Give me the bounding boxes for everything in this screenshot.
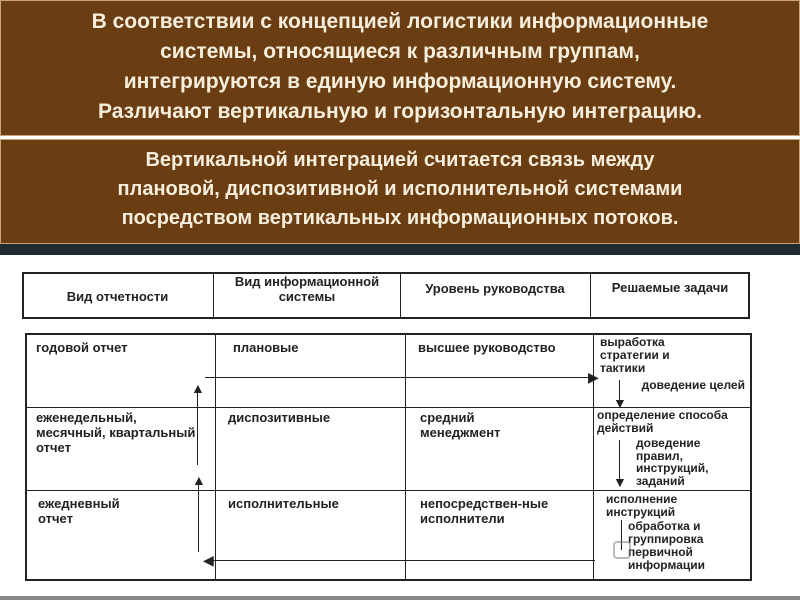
cell-level: непосредствен-ные исполнители [420,496,549,526]
header-management-level: Уровень руководства [425,281,565,296]
cell-system: диспозитивные [228,410,331,425]
header-system-type: Вид информационной системы [234,274,380,304]
cell-flow: доведение целей [641,378,745,392]
divider-band [0,244,800,255]
cell-system: плановые [233,340,299,355]
arrow-up-icon: ▲ [192,472,206,488]
flow-line-down [205,377,595,378]
arrow-down-icon: ▼ [613,474,627,490]
definition-line: плановой, диспозитивной и исполнительной системами [117,178,683,200]
divider [405,333,406,581]
cell-level: высшее руководство [418,340,556,355]
upward-flow-line [198,482,199,552]
divider [213,272,214,319]
intro-line: системы, относящиеся к различным группам, [160,40,640,63]
intro-line: интегрируются в единую информационную систему. [123,70,677,93]
cell-task: определение способа действий [597,408,728,435]
intro-line: Различают вертикальную и горизонтальную интеграцию. [97,100,703,123]
definition-line: посредством вертикальных информационных потоков. [121,207,679,229]
divider [400,272,401,319]
arrow-right-icon: ▶ [588,369,599,385]
cell-flow: доведение правил, инструкций, заданий [636,436,709,488]
downward-flow-line [621,520,622,550]
cell-report: ежедневный отчет [38,496,120,526]
flow-line-up [208,560,595,561]
cell-report: годовой отчет [36,340,128,355]
divider [215,333,216,581]
arrow-left-icon: ◀ [203,552,214,568]
header-tasks: Решаемые задачи [611,280,729,295]
arrow-up-icon: ▲ [191,380,205,396]
header-report-type: Вид отчетности [66,289,169,304]
definition-line: Вертикальной интеграцией считается связь между [145,149,655,171]
cell-task: выработка стратегии и тактики [600,335,670,375]
definition-text-box [0,139,800,244]
cell-level: средний менеджмент [420,410,501,440]
arrow-down-icon: ▼ [613,395,627,411]
intro-line: В соответствии с концепцией логистики информационные [91,10,709,33]
row-divider [25,490,752,491]
cell-system: исполнительные [228,496,339,511]
cell-report: еженедельный, месячный, квартальный отчет [36,410,196,455]
cell-flow: обработка и группировка первичной информации [628,519,705,572]
divider [590,272,591,319]
cell-task: исполнение инструкций [606,492,678,519]
intro-text-box [0,0,800,136]
bottom-border [0,596,800,600]
